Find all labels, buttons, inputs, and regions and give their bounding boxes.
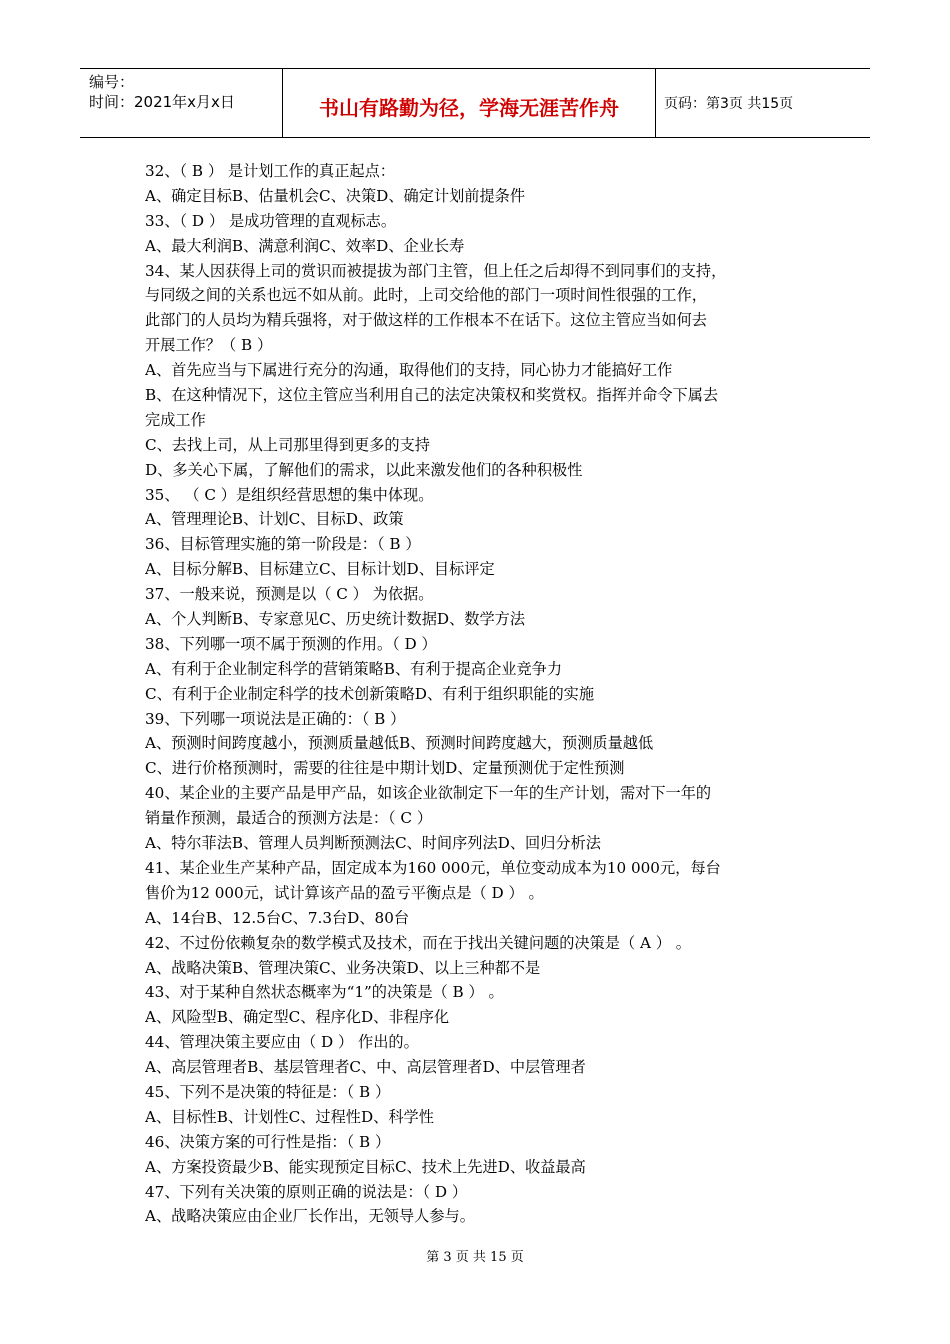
text-line: 37、一般来说，预测是以（ C ） 为依据。 bbox=[145, 585, 434, 604]
text-line: A、预测时间跨度越小，预测质量越低B、预测时间跨度越大，预测质量越低 bbox=[145, 734, 654, 753]
text-line: 开展工作？（ B ） bbox=[145, 336, 273, 355]
header-motto bbox=[283, 69, 656, 137]
text-line: A、管理理论B、计划C、目标D、政策 bbox=[145, 510, 404, 529]
text-line: 46、决策方案的可行性是指：（ B ） bbox=[145, 1132, 391, 1151]
text-line: 47、下列有关决策的原则正确的说法是：（ D ） bbox=[145, 1182, 468, 1201]
text-line: 44、管理决策主要应由（ D ） 作出的。 bbox=[145, 1033, 419, 1052]
text-line: 39、下列哪一项说法是正确的：（ B ） bbox=[145, 709, 406, 728]
doc-code-label: 编号： bbox=[89, 73, 135, 91]
text-line: A、战略决策B、管理决策C、业务决策D、以上三种都不是 bbox=[145, 958, 541, 977]
text-line: 完成工作 bbox=[145, 410, 206, 429]
text-line: A、有利于企业制定科学的营销策略B、有利于提高企业竞争力 bbox=[145, 659, 563, 678]
text-line: B、在这种情况下，这位主管应当利用自己的法定决策权和奖赏权。指挥并命令下属去 bbox=[145, 386, 719, 405]
text-line: A、目标分解B、目标建立C、目标计划D、目标评定 bbox=[145, 560, 495, 579]
text-line: 35、 （ C ）是组织经营思想的集中体现。 bbox=[145, 485, 434, 504]
text-line: A、特尔菲法B、管理人员判断预测法C、时间序列法D、回归分析法 bbox=[145, 834, 601, 853]
text-line: C、去找上司，从上司那里得到更多的支持 bbox=[145, 435, 430, 454]
text-line: 32、（ B ） 是计划工作的真正起点： bbox=[145, 162, 395, 180]
text-line: A、首先应当与下属进行充分的沟通，取得他们的支持，同心协力才能搞好工作 bbox=[145, 361, 673, 380]
document-body bbox=[145, 159, 813, 1229]
text-line: 与同级之间的关系也远不如从前。此时，上司交给他的部门一项时间性很强的工作， bbox=[145, 286, 707, 305]
text-line: D、多关心下属，了解他们的需求，以此来激发他们的各种积极性 bbox=[145, 460, 583, 479]
text-line: 34、某人因获得上司的赏识而被提拔为部门主管，但上任之后却得不到同事们的支持， bbox=[145, 261, 727, 280]
text-line: 45、下列不是决策的特征是：（ B ） bbox=[145, 1082, 391, 1101]
header-page-info bbox=[656, 69, 870, 137]
text-line: 38、下列哪一项不属于预测的作用。（ D ） bbox=[145, 634, 437, 653]
motto-text: 书山有路勤为径，学海无涯苦作舟 bbox=[319, 95, 619, 120]
text-line: 36、目标管理实施的第一阶段是：（ B ） bbox=[145, 535, 421, 554]
text-line: 此部门的人员均为精兵强将，对于做这样的工作根本不在话下。这位主管应当如何去 bbox=[145, 311, 707, 330]
text-line: A、14台B、12.5台C、7.3台D、80台 bbox=[145, 908, 410, 927]
page-info-text: 页码：第3页 共15页 bbox=[664, 96, 794, 112]
text-line: C、有利于企业制定科学的技术创新策略D、有利于组织职能的实施 bbox=[145, 684, 595, 703]
header-meta bbox=[80, 69, 283, 137]
text-line: A、目标性B、计划性C、过程性D、科学性 bbox=[145, 1107, 434, 1126]
text-line: A、高层管理者B、基层管理者C、中、高层管理者D、中层管理者 bbox=[145, 1058, 586, 1077]
text-line: 43、对于某种自然状态概率为“1”的决策是（ B ） 。 bbox=[145, 983, 504, 1002]
footer-page-number: 第 3 页 共 15 页 bbox=[426, 1250, 524, 1265]
text-line: A、战略决策应由企业厂长作出，无领导人参与。 bbox=[145, 1207, 475, 1226]
text-line: A、方案投资最少B、能实现预定目标C、技术上先进D、收益最高 bbox=[145, 1157, 586, 1176]
text-line: 33、（ D ） 是成功管理的直观标志。 bbox=[145, 211, 397, 230]
page-header bbox=[80, 68, 870, 138]
text-line: C、进行价格预测时，需要的往往是中期计划D、定量预测优于定性预测 bbox=[145, 759, 625, 778]
text-line: A、风险型B、确定型C、程序化D、非程序化 bbox=[145, 1008, 450, 1027]
doc-date-label: 时间：2021年x月x日 bbox=[89, 93, 235, 111]
text-line: A、个人判断B、专家意见C、历史统计数据D、数学方法 bbox=[145, 610, 526, 629]
text-line: 售价为12 000元，试计算该产品的盈亏平衡点是（ D ） 。 bbox=[145, 883, 544, 902]
text-line: 销量作预测，最适合的预测方法是：（ C ） bbox=[145, 809, 433, 828]
page-footer bbox=[0, 1246, 950, 1265]
text-line: 42、不过份依赖复杂的数学模式及技术，而在于找出关键问题的决策是（ A ） 。 bbox=[145, 933, 691, 952]
text-line: 41、某企业生产某种产品，固定成本为160 000元，单位变动成本为10 000元，每台 bbox=[145, 858, 721, 877]
text-line: A、最大利润B、满意利润C、效率D、企业长寿 bbox=[145, 236, 465, 255]
text-line: A、确定目标B、估量机会C、决策D、确定计划前提条件 bbox=[145, 186, 526, 205]
text-line: 40、某企业的主要产品是甲产品，如该企业欲制定下一年的生产计划，需对下一年的 bbox=[145, 784, 712, 803]
